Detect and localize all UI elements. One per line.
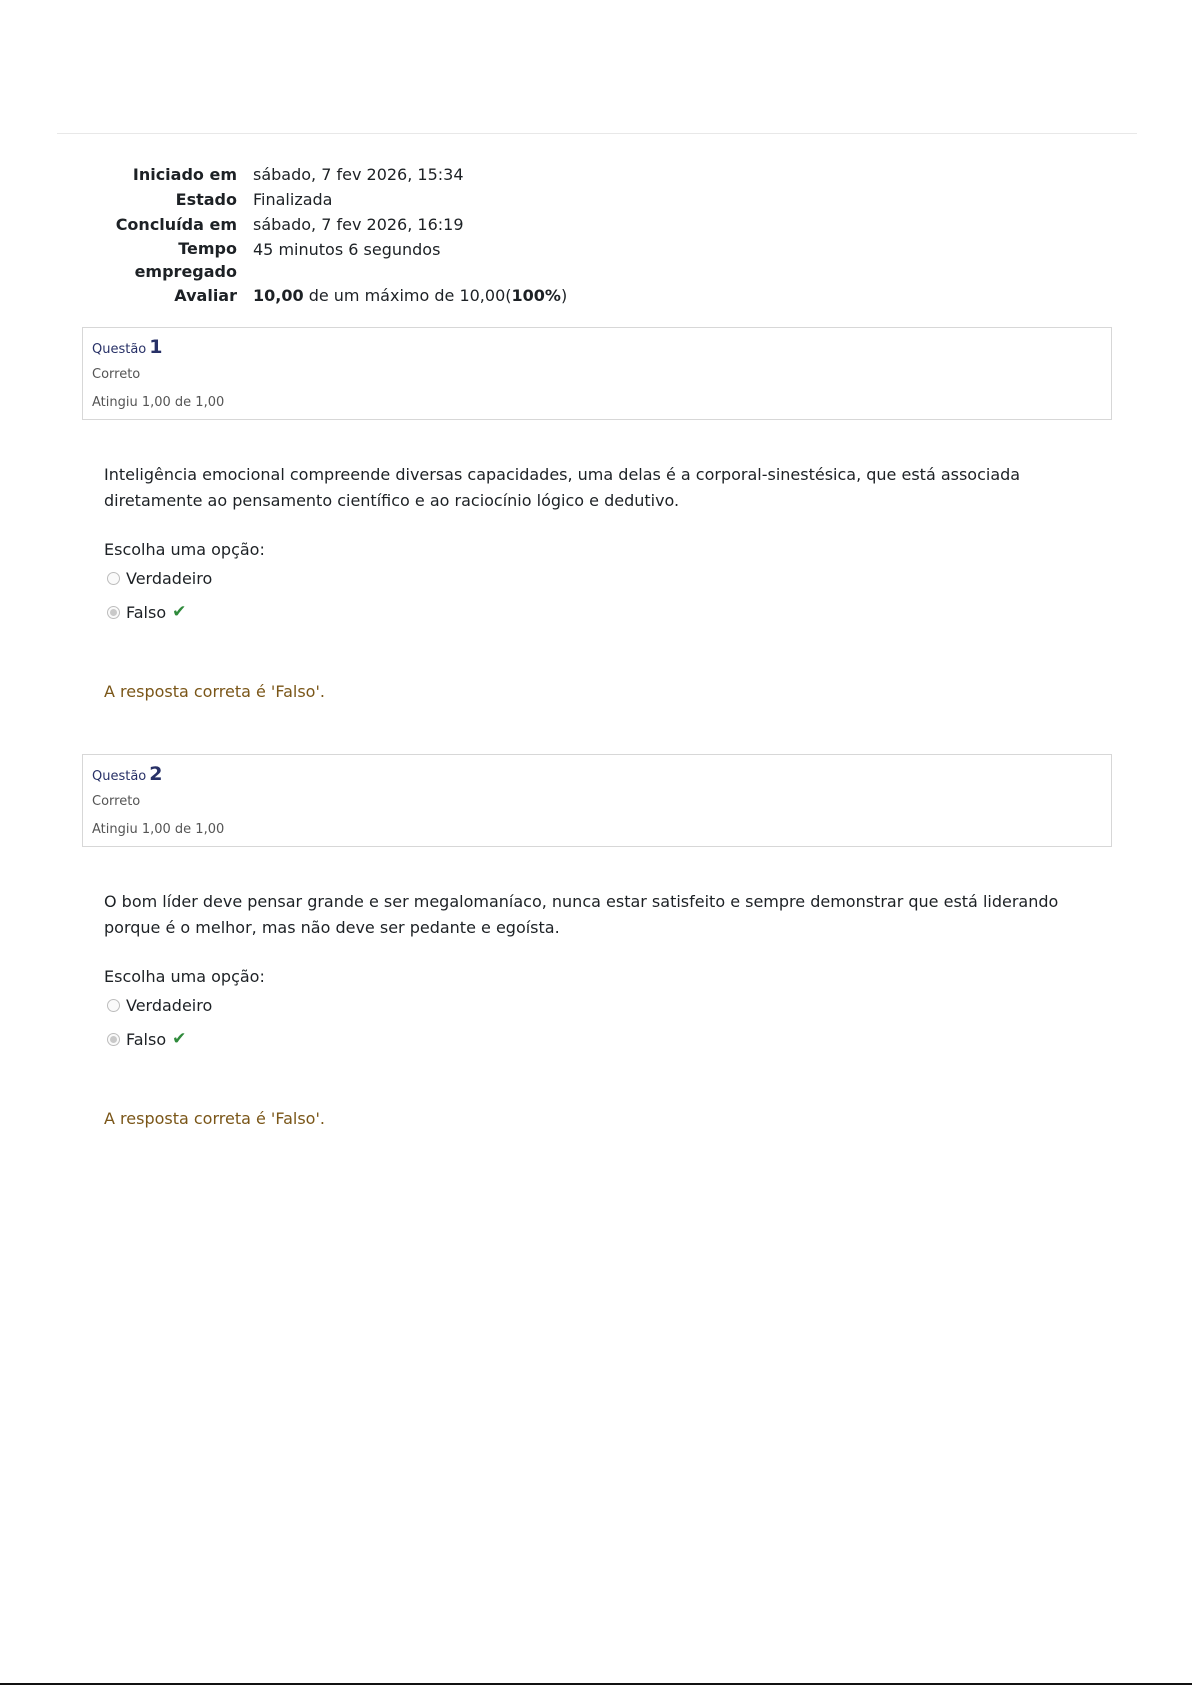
grade-score: 10,00 <box>253 286 304 305</box>
question-2-label: Questão <box>92 769 147 784</box>
question-1-info <box>82 327 1112 420</box>
grade-percent: 100% <box>511 286 561 305</box>
summary-row-time <box>100 237 800 283</box>
summary-row-state <box>100 187 800 212</box>
radio-button-checked[interactable] <box>107 606 120 619</box>
option-label: Falso <box>126 1030 167 1049</box>
question-2-text-line1: O bom líder deve pensar grande e ser megalomaníaco, nunca estar satisfeito e sempre demonstrar que está liderando <box>104 892 1059 911</box>
question-1-prompt: Escolha uma opção: <box>104 540 265 559</box>
time-label-line2: empregado <box>134 262 237 281</box>
question-1-label: Questão <box>92 342 147 357</box>
question-1-text-line2: diretamente ao pensamento científico e ao raciocínio lógico e dedutivo. <box>104 491 680 510</box>
question-2-right-answer: A resposta correta é 'Falso'. <box>104 1109 325 1128</box>
state-value: Finalizada <box>253 190 333 209</box>
state-label: Estado <box>175 190 237 209</box>
question-2-grade: Atingiu 1,00 de 1,00 <box>92 822 225 837</box>
question-1-option-verdadeiro[interactable] <box>107 569 212 588</box>
radio-button[interactable] <box>107 999 120 1012</box>
question-2-text-line2: porque é o melhor, mas não deve ser pedante e egoísta. <box>104 918 560 937</box>
question-1-text <box>104 462 1064 514</box>
question-2-num: 2 <box>149 763 163 785</box>
question-2-state: Correto <box>92 794 141 809</box>
grade-end: ) <box>560 286 568 305</box>
top-divider <box>57 133 1137 134</box>
question-2-prompt: Escolha uma opção: <box>104 967 265 986</box>
question-2-info <box>82 754 1112 847</box>
started-value: sábado, 7 fev 2026, 15:34 <box>253 165 464 184</box>
question-1-state: Correto <box>92 367 141 382</box>
option-label: Falso <box>126 603 167 622</box>
completed-value: sábado, 7 fev 2026, 16:19 <box>253 215 464 234</box>
summary-row-completed <box>100 212 800 237</box>
check-icon: ✔ <box>172 602 187 622</box>
completed-label: Concluída em <box>115 215 237 234</box>
grade-label: Avaliar <box>174 286 237 305</box>
time-label <box>100 237 253 283</box>
summary-row-grade <box>100 283 800 308</box>
question-1-grade: Atingiu 1,00 de 1,00 <box>92 395 225 410</box>
question-1-num: 1 <box>149 336 163 358</box>
question-1-right-answer: A resposta correta é 'Falso'. <box>104 682 325 701</box>
started-label: Iniciado em <box>132 165 237 184</box>
question-1-number <box>92 336 163 358</box>
question-2-text <box>104 889 1064 941</box>
question-2-option-verdadeiro[interactable] <box>107 996 212 1015</box>
question-2-option-falso[interactable] <box>107 1030 186 1049</box>
time-label-line1: Tempo <box>178 239 237 258</box>
time-value: 45 minutos 6 segundos <box>253 240 441 259</box>
grade-mid: de um máximo de 10,00( <box>303 286 512 305</box>
grade-value <box>253 283 800 308</box>
option-label: Verdadeiro <box>126 569 213 588</box>
attempt-summary <box>100 162 800 308</box>
radio-button[interactable] <box>107 572 120 585</box>
question-2-number <box>92 763 163 785</box>
check-icon: ✔ <box>172 1029 187 1049</box>
question-1-text-line1: Inteligência emocional compreende diversas capacidades, uma delas é a corporal-sinestésica, que está associada <box>104 465 1021 484</box>
question-1-option-falso[interactable] <box>107 603 186 622</box>
summary-row-started <box>100 162 800 187</box>
radio-button-checked[interactable] <box>107 1033 120 1046</box>
option-label: Verdadeiro <box>126 996 213 1015</box>
